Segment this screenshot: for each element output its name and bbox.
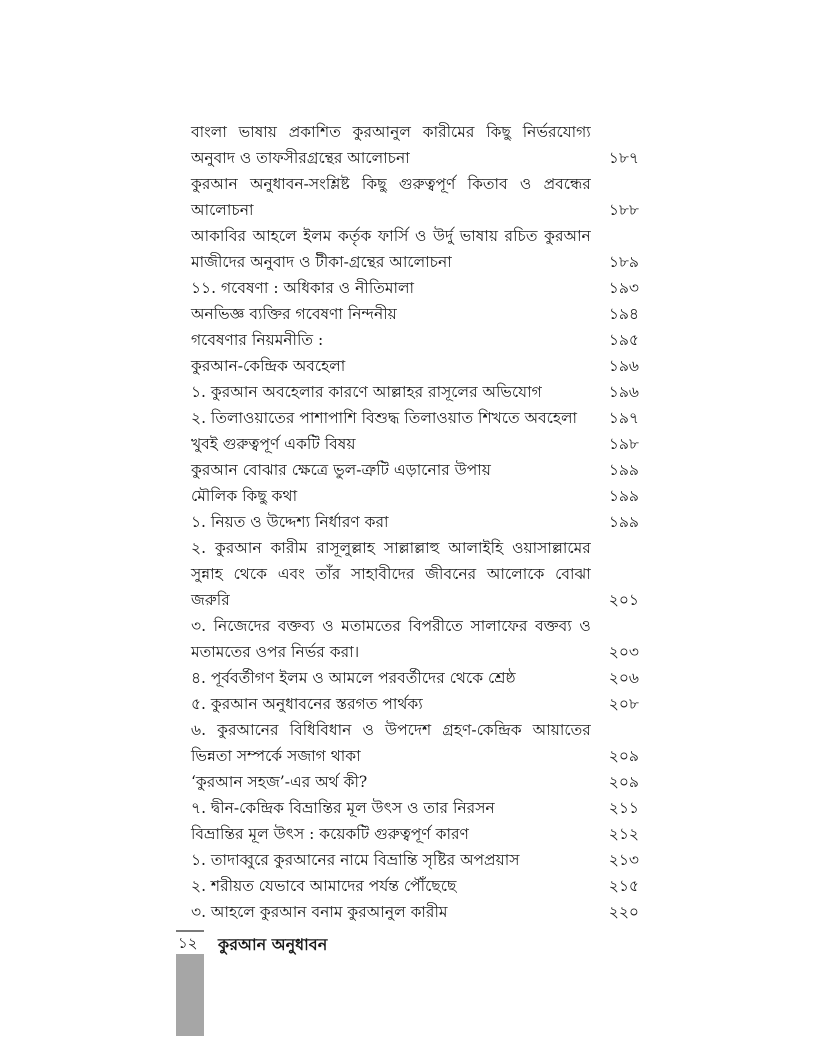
toc-entry (191, 509, 639, 535)
toc-entry-title: আকাবির আহলে ইলম কর্তৃক ফার্সি ও উর্দু ভাষায় রচিত কুরআন মাজীদের অনুবাদ ও টীকা-গ্রন্থের আলোচনা (191, 227, 591, 271)
toc-entry-page: ২০৬ (608, 669, 639, 687)
toc-entry-page: ১৯৮ (608, 435, 639, 453)
toc-entry-page: ১৯৪ (608, 305, 639, 323)
toc-entry (191, 119, 639, 171)
toc-entry-title: ২. তিলাওয়াতের পাশাপাশি বিশুদ্ধ তিলাওয়াত শিখতে অবহেলা (191, 409, 578, 427)
toc-entry-title: খুবই গুরুত্বপূর্ণ একটি বিষয় (191, 435, 356, 453)
toc-entry (191, 327, 639, 353)
toc-entry-title: ১১. গবেষণা : অধিকার ও নীতিমালা (191, 279, 415, 297)
toc-entry-title: বিভ্রান্তির মূল উৎস : কয়েকটি গুরুত্বপূর্ণ কারণ (191, 825, 469, 843)
toc-entry-page: ২০৯ (608, 747, 639, 765)
toc-entry (191, 171, 639, 223)
toc-entry (191, 301, 639, 327)
toc-entry-title: বাংলা ভাষায় প্রকাশিত কুরআনুল কারীমের কিছু নির্ভরযোগ্য অনুবাদ ও তাফসীরগ্রন্থের আলোচনা (191, 123, 591, 167)
toc-entry-title: ২. শরীয়ত যেভাবে আমাদের পর্যন্ত পৌঁছেছে (191, 877, 457, 895)
toc-entry-page: ১৯৬ (608, 357, 639, 375)
toc-entry (191, 769, 639, 795)
toc-entry (191, 691, 639, 717)
footer-rule (176, 930, 204, 932)
toc-entry-page: ২২০ (608, 903, 639, 921)
toc-entry (191, 795, 639, 821)
toc-entry-title: ১. তাদাব্বুরে কুরআনের নামে বিভ্রান্তি সৃষ্টির অপপ্রয়াস (191, 851, 520, 869)
toc-entry-title: গবেষণার নিয়মনীতি : (191, 331, 324, 349)
toc-entry (191, 821, 639, 847)
toc-entry-title: ৩. নিজেদের বক্তব্য ও মতামতের বিপরীতে সালাফের বক্তব্য ও মতামতের ওপর নির্ভর করা। (191, 617, 591, 661)
toc-entry (191, 535, 639, 613)
toc-entry-title: ‘কুরআন সহজ’-এর অর্থ কী? (191, 773, 368, 791)
toc-entry-page: ১৮৯ (608, 253, 639, 271)
toc-entry (191, 873, 639, 899)
toc-entry-page: ১৮৭ (608, 149, 639, 167)
page-footer (176, 930, 476, 1040)
toc-entry (191, 353, 639, 379)
toc-entry-page: ২১৩ (608, 851, 639, 869)
toc-entry-title: মৌলিক কিছু কথা (191, 487, 298, 505)
toc-entry (191, 275, 639, 301)
toc-entry-page: ১৯৯ (608, 461, 639, 479)
toc-entry-page: ২০৩ (608, 643, 639, 661)
footer-tab (176, 954, 204, 1036)
toc-entry-page: ১৯৬ (608, 383, 639, 401)
toc-entry-page: ১৯৩ (608, 279, 639, 297)
toc-entry-page: ১৯৫ (608, 331, 639, 349)
toc-entry-page: ২১৫ (608, 877, 639, 895)
toc-entry-page: ১৯৯ (608, 513, 639, 531)
toc-entry-title: ৫. কুরআন অনুধাবনের স্তরগত পার্থক্য (191, 695, 423, 713)
toc-entry (191, 665, 639, 691)
toc-entry-page: ২১১ (608, 799, 639, 817)
toc-entry-title: ৬. কুরআনের বিধিবিধান ও উপদেশ গ্রহণ-কেন্দ্রিক আয়াতের ভিন্নতা সম্পর্কে সজাগ থাকা (191, 721, 591, 765)
toc-entry-title: ২. কুরআন কারীম রাসূলুল্লাহ সাল্লাল্লাহু আলাইহি ওয়াসাল্লামের সুন্নাহ থেকে এবং তাঁর সাহাবীদের জীবনের আলোকে বোঝা জরুরি (191, 539, 591, 609)
toc-entry-page: ২০৮ (608, 695, 639, 713)
toc-entry (191, 899, 639, 925)
toc-entry-page: ১৯৯ (608, 487, 639, 505)
toc-entry (191, 379, 639, 405)
toc-entry-title: অনভিজ্ঞ ব্যক্তির গবেষণা নিন্দনীয় (191, 305, 397, 323)
toc-entry-title: ৪. পূর্ববর্তীগণ ইলম ও আমলে পরবর্তীদের থেকে শ্রেষ্ঠ (191, 669, 516, 687)
toc-entry-title: কুরআন বোঝার ক্ষেত্রে ভুল-ত্রুটি এড়ানোর উপায় (191, 461, 491, 479)
toc-entry (191, 847, 639, 873)
toc-entry-title: ৩. আহলে কুরআন বনাম কুরআনুল কারীম (191, 903, 448, 921)
toc-entry (191, 613, 639, 665)
toc-entry-title: ৭. দ্বীন-কেন্দ্রিক বিভ্রান্তির মূল উৎস ও তার নিরসন (191, 799, 495, 817)
toc-entry (191, 717, 639, 769)
toc-entry-page: ২১২ (608, 825, 639, 843)
toc-entry (191, 405, 639, 431)
toc-entry-page: ২০৯ (608, 773, 639, 791)
book-title: কুরআন অনুধাবন (218, 935, 328, 954)
toc-entry-title: ১. নিয়ত ও উদ্দেশ্য নির্ধারণ করা (191, 513, 389, 531)
toc-entry-title: কুরআন অনুধাবন-সংশ্লিষ্ট কিছু গুরুত্বপূর্ণ কিতাব ও প্রবন্ধের আলোচনা (191, 175, 591, 219)
toc-entry-title: কুরআন-কেন্দ্রিক অবহেলা (191, 357, 346, 375)
toc-entry (191, 223, 639, 275)
toc-entry (191, 483, 639, 509)
toc-entry-page: ১৮৮ (608, 201, 639, 219)
table-of-contents (191, 119, 639, 925)
toc-entry (191, 457, 639, 483)
toc-entry-title: ১. কুরআন অবহেলার কারণে আল্লাহর রাসূলের অভিযোগ (191, 383, 542, 401)
toc-entry (191, 431, 639, 457)
toc-entry-page: ২০১ (608, 591, 639, 609)
page-number: ১২ (178, 934, 198, 952)
toc-entry-page: ১৯৭ (608, 409, 639, 427)
